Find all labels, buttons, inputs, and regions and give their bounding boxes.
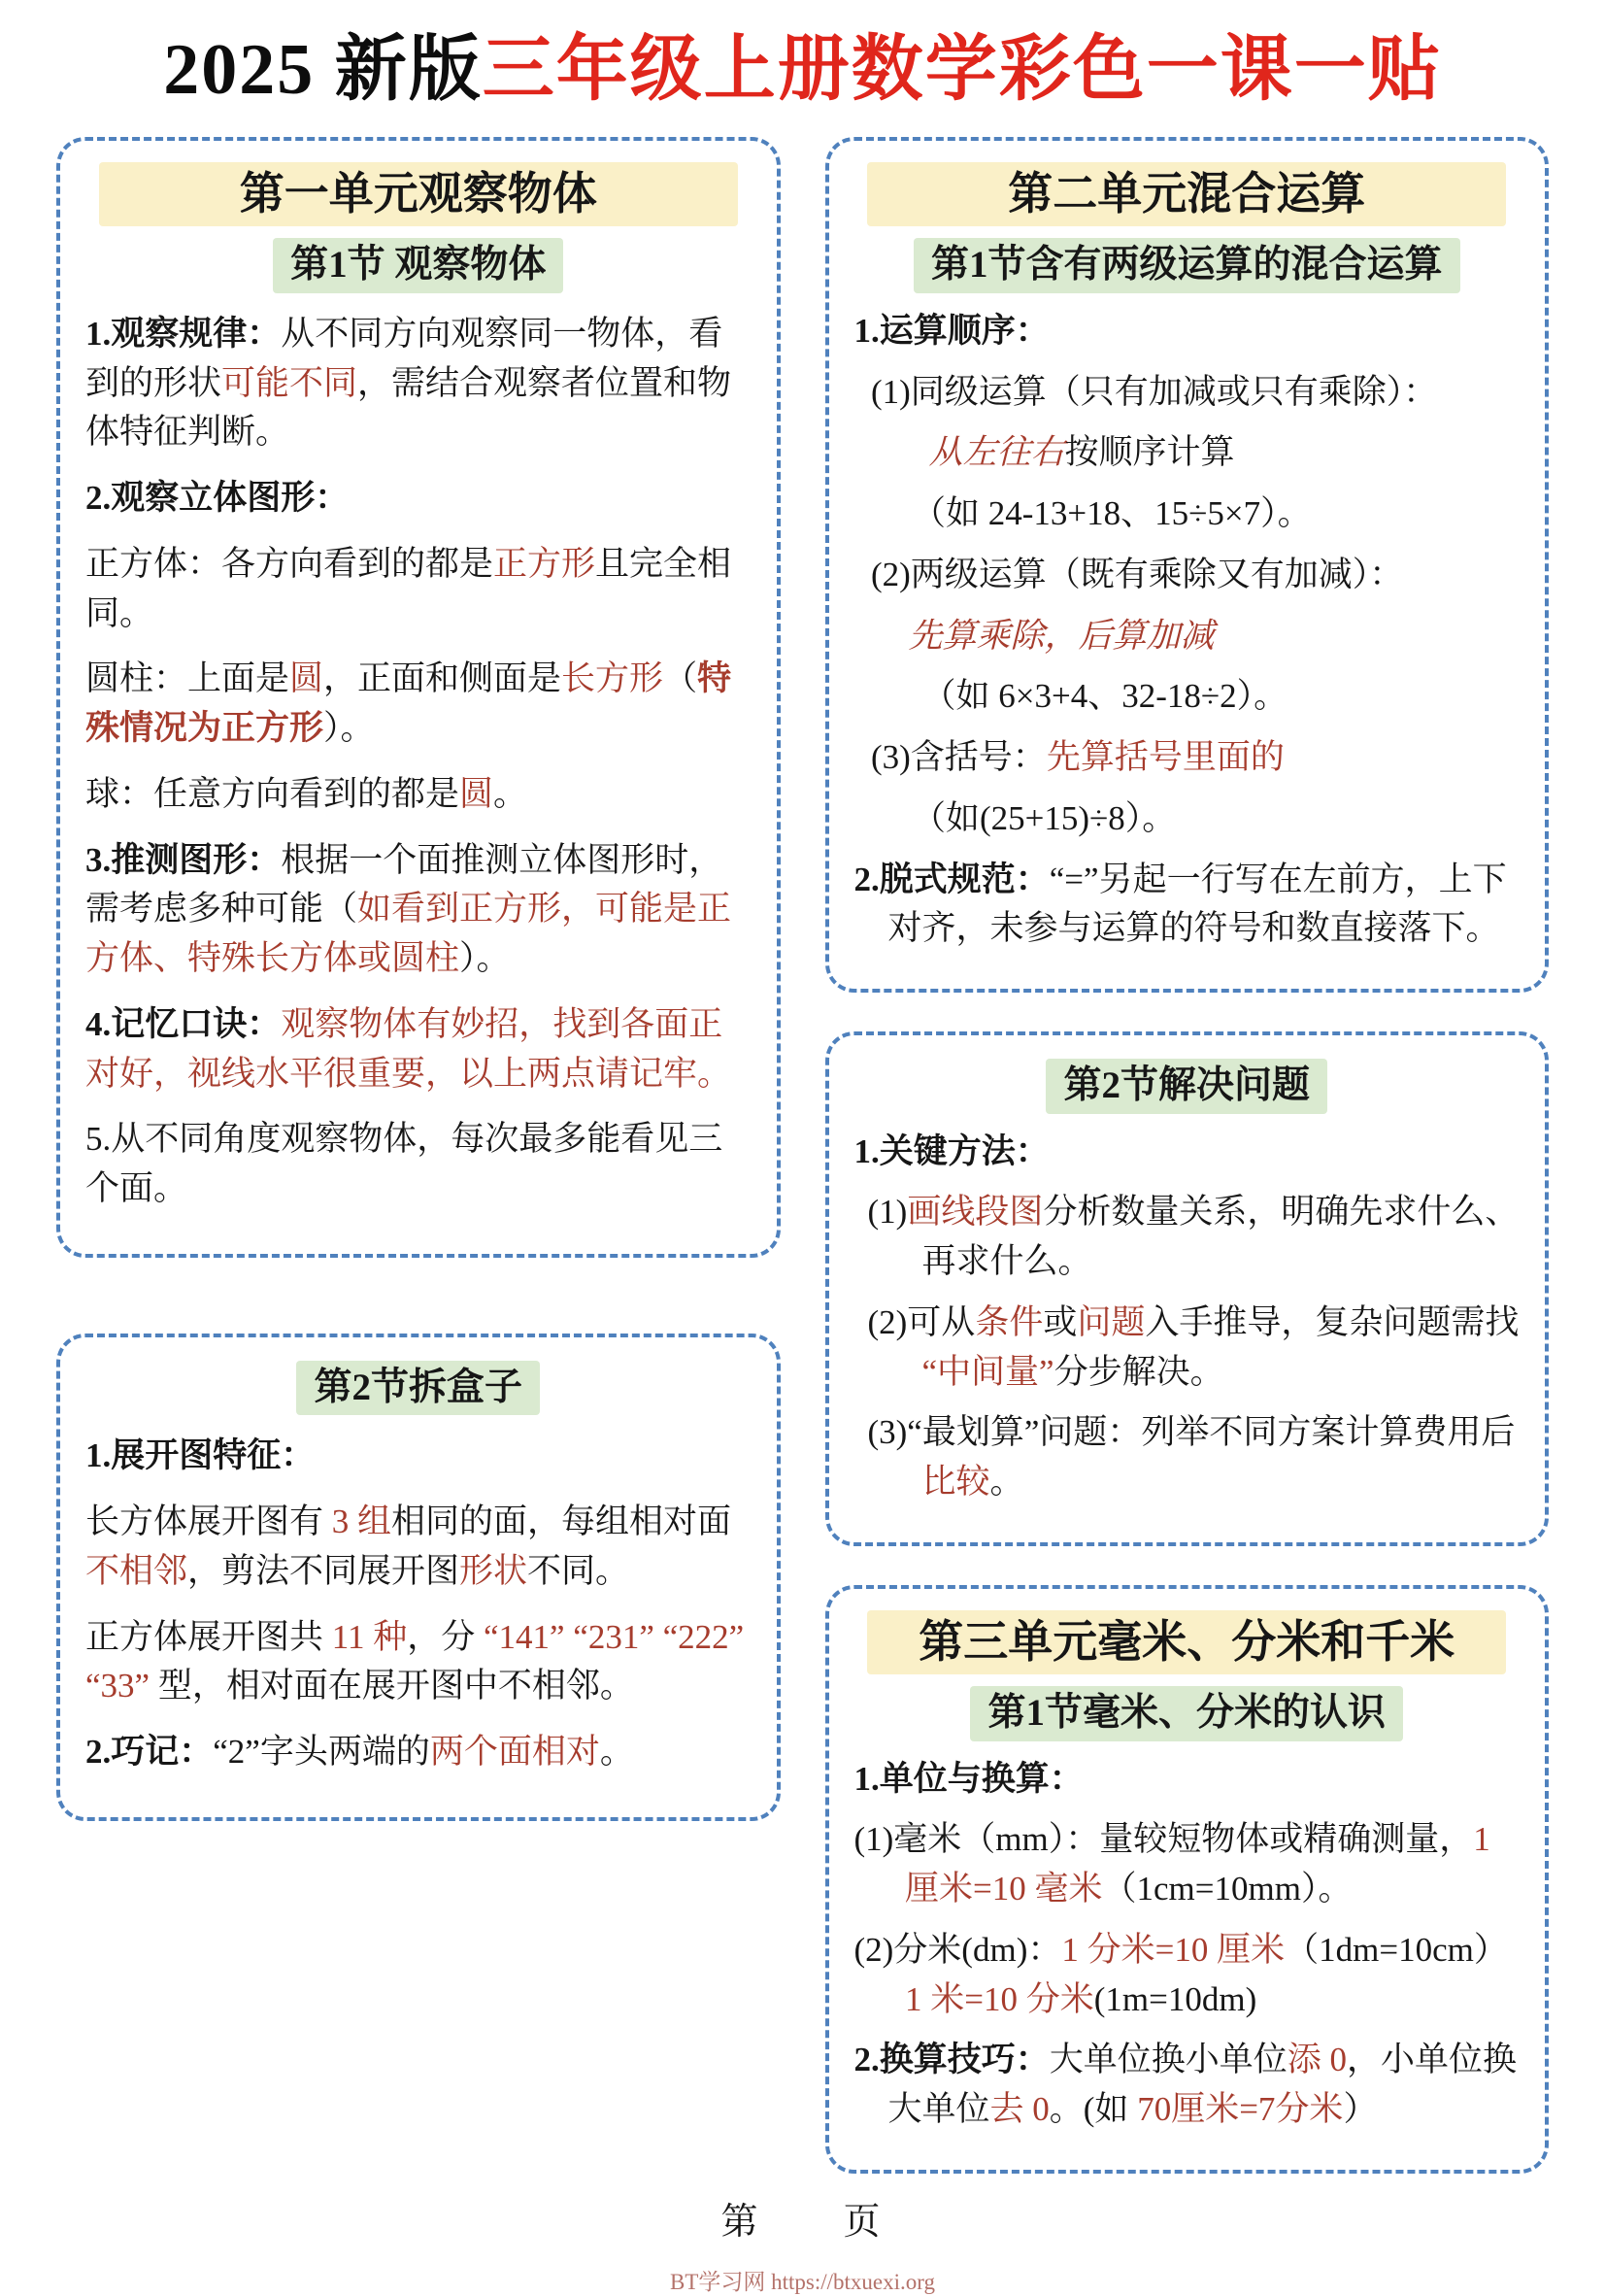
paragraph bbox=[85, 655, 752, 754]
text-segment: (2)可从 bbox=[867, 1302, 976, 1341]
text-segment: (3)含括号： bbox=[871, 738, 1047, 777]
text-segment: 。(如 bbox=[1049, 2090, 1138, 2129]
section-header: 第1节 观察物体 bbox=[273, 238, 563, 293]
text-segment: 3 组 bbox=[331, 1503, 392, 1541]
unit-header: 第一单元观察物体 bbox=[99, 162, 738, 226]
paragraph bbox=[871, 368, 1520, 418]
site-watermark: BT学习网 https://btxuexi.org bbox=[669, 2269, 936, 2294]
text-segment: 2.脱式规范： bbox=[853, 860, 1050, 898]
text-segment: (2)两级运算（既有乘除又有加减）： bbox=[871, 555, 1404, 593]
text-segment: 。 bbox=[599, 1733, 634, 1772]
text-segment: 3.推测图形： bbox=[85, 840, 282, 879]
unit-header: 第三单元毫米、分米和千米 bbox=[867, 1610, 1506, 1674]
text-segment: (1)同级运算（只有加减或只有乘除）： bbox=[871, 372, 1438, 411]
right-column bbox=[825, 137, 1550, 2174]
content-columns bbox=[56, 137, 1549, 2174]
text-segment: 圆 bbox=[459, 774, 494, 813]
paragraph bbox=[871, 551, 1520, 600]
text-segment: 正方形 bbox=[493, 544, 596, 583]
text-segment: “2”字头两端的 bbox=[213, 1733, 430, 1772]
text-segment: 相同的面，每组相对面 bbox=[391, 1503, 732, 1541]
paragraph bbox=[85, 540, 752, 639]
text-segment: 问题 bbox=[1077, 1302, 1146, 1341]
text-segment: ）。 bbox=[459, 939, 511, 978]
text-segment: 先算乘除，后算加减 bbox=[908, 616, 1215, 655]
text-segment: 按顺序计算 bbox=[1064, 433, 1235, 472]
text-segment: 1 厘米=10 毫米 bbox=[905, 1820, 1490, 1908]
text-segment: 两个面相对 bbox=[429, 1733, 600, 1772]
unit3-mm-dm-km-box bbox=[825, 1585, 1550, 2174]
paragraph bbox=[85, 770, 752, 820]
text-segment: 11 种 bbox=[331, 1617, 408, 1656]
paragraph bbox=[912, 490, 1520, 539]
page-footer bbox=[56, 2174, 1549, 2296]
text-segment: 不相邻 bbox=[85, 1551, 188, 1590]
text-segment: 分步解决。 bbox=[1053, 1352, 1224, 1391]
text-segment: 长方体展开图有 bbox=[85, 1503, 332, 1541]
text-segment: ，分 bbox=[407, 1617, 484, 1656]
paragraph bbox=[854, 1755, 1521, 1805]
paragraph bbox=[85, 836, 752, 984]
paragraph bbox=[854, 1926, 1521, 2025]
section-header: 第2节解决问题 bbox=[1046, 1059, 1327, 1114]
text-segment: 型，相对面在展开图中不相邻。 bbox=[150, 1667, 634, 1705]
text-segment: 如看到正方形，可能是正方体、特殊长方体或圆柱 bbox=[85, 890, 732, 978]
text-segment: 球：任意方向看到的都是 bbox=[85, 774, 460, 813]
text-segment: （如 6×3+4、32-18÷2）。 bbox=[921, 677, 1288, 716]
text-segment: 4.记忆口诀： bbox=[85, 1004, 282, 1043]
unit1-observe-objects-box bbox=[56, 137, 781, 1258]
paragraph bbox=[854, 1815, 1521, 1914]
text-segment: 且完全相同。 bbox=[85, 544, 732, 632]
text-segment: 1 分米=10 厘米 bbox=[1061, 1930, 1286, 1969]
text-segment: 不同。 bbox=[527, 1551, 630, 1590]
paragraph bbox=[912, 794, 1520, 844]
text-segment: 添 0 bbox=[1287, 2041, 1348, 2079]
paragraph bbox=[85, 1728, 752, 1777]
text-segment: 画线段图 bbox=[907, 1193, 1044, 1232]
text-segment: （1cm=10mm）。 bbox=[1102, 1870, 1353, 1908]
text-segment: 70厘米=7分米 bbox=[1137, 2090, 1344, 2129]
paragraph bbox=[85, 474, 752, 523]
text-segment: ） bbox=[1343, 2090, 1378, 2129]
text-segment: ）。 bbox=[323, 709, 375, 748]
text-segment: (2)分米(dm)： bbox=[853, 1930, 1062, 1969]
text-segment: 比较 bbox=[921, 1463, 990, 1502]
paragraph bbox=[85, 310, 752, 457]
text-segment: 正方体展开图共 bbox=[85, 1617, 332, 1656]
text-segment: ，小单位换大单位 bbox=[887, 2041, 1518, 2129]
text-segment: “=”另起一行写在左前方，上下对齐，未参与运算的符号和数直接落下。 bbox=[887, 860, 1507, 948]
text-segment: （如 24-13+18、15÷5×7）。 bbox=[912, 494, 1312, 533]
paragraph bbox=[868, 1408, 1521, 1507]
page-title bbox=[56, 29, 1549, 112]
text-segment: 2.观察立体图形： bbox=[85, 479, 350, 518]
text-segment: (1) bbox=[867, 1193, 908, 1232]
section-header: 第1节含有两级运算的混合运算 bbox=[914, 238, 1460, 293]
text-segment: (3)“最划算”问题：列举不同方案计算费用后 bbox=[867, 1413, 1516, 1452]
text-segment: 1 米=10 分米 bbox=[905, 1979, 1094, 2018]
text-segment: 从不同方向观察同一物体，看到的形状 bbox=[85, 314, 723, 402]
text-segment: 根据一个面推测立体图形时，需考虑多种可能（ bbox=[85, 840, 723, 929]
unit2-mixed-operations-box bbox=[825, 137, 1550, 993]
text-segment: 特殊情况为正方形 bbox=[85, 659, 732, 748]
text-segment: 2.换算技巧： bbox=[853, 2041, 1050, 2079]
text-segment: 可能不同 bbox=[221, 363, 358, 402]
text-segment: 2.巧记： bbox=[85, 1733, 214, 1772]
section-header: 第1节毫米、分米的认识 bbox=[970, 1686, 1403, 1741]
text-segment: ，剪法不同展开图 bbox=[187, 1551, 460, 1590]
paragraph bbox=[85, 1115, 752, 1214]
paragraph bbox=[922, 672, 1521, 722]
paragraph bbox=[85, 1000, 752, 1099]
text-segment: 分析数量关系，明确先求什么、再求什么。 bbox=[921, 1193, 1520, 1281]
text-segment: 入手推导，复杂问题需找 bbox=[1145, 1302, 1520, 1341]
text-segment: 先算括号里面的 bbox=[1046, 738, 1285, 777]
paragraph bbox=[854, 856, 1521, 955]
page-number: 第 页 bbox=[720, 2201, 885, 2243]
text-segment: 。 bbox=[989, 1463, 1024, 1502]
paragraph bbox=[868, 1299, 1521, 1398]
paragraph bbox=[854, 307, 1521, 356]
paragraph bbox=[854, 1128, 1521, 1177]
paragraph bbox=[929, 428, 1521, 478]
text-segment: 或 bbox=[1043, 1302, 1078, 1341]
paragraph bbox=[85, 1613, 752, 1712]
text-segment: 去 0 bbox=[989, 2090, 1050, 2129]
text-segment: 1.运算顺序： bbox=[853, 311, 1050, 350]
text-segment: （ bbox=[663, 659, 698, 698]
text-segment: ，需结合观察者位置和物体特征判断。 bbox=[85, 363, 732, 452]
title-part-red: 三年级上册数学彩色一课一贴 bbox=[482, 30, 1442, 110]
text-segment: 长方形 bbox=[561, 659, 664, 698]
text-segment: 大单位换小单位 bbox=[1049, 2041, 1287, 2079]
paragraph bbox=[85, 1432, 752, 1481]
title-part-black: 2025 新版 bbox=[163, 30, 483, 110]
text-segment: (1)毫米（mm）：量较短物体或精确测量， bbox=[853, 1820, 1474, 1859]
paragraph bbox=[871, 733, 1520, 783]
text-segment: ，正面和侧面是 bbox=[323, 659, 562, 698]
text-segment: 条件 bbox=[975, 1302, 1044, 1341]
text-segment: 正方体：各方向看到的都是 bbox=[85, 544, 494, 583]
left-column bbox=[56, 137, 781, 1821]
text-segment: (1m=10dm) bbox=[1093, 1979, 1257, 2018]
unit1-unbox-section-box bbox=[56, 1334, 781, 1821]
text-segment: 圆 bbox=[289, 659, 324, 698]
text-segment: 1.观察规律： bbox=[85, 314, 282, 353]
text-segment: 从左往右 bbox=[928, 433, 1065, 472]
text-segment: 1.展开图特征： bbox=[85, 1436, 316, 1475]
text-segment: 1.单位与换算： bbox=[853, 1759, 1084, 1798]
section-header: 第2节拆盒子 bbox=[296, 1361, 540, 1416]
text-segment: （1dm=10cm） bbox=[1285, 1930, 1508, 1969]
paragraph bbox=[85, 1498, 752, 1597]
paragraph bbox=[909, 612, 1521, 661]
unit2-problem-solving-box bbox=[825, 1031, 1550, 1546]
text-segment: 5.从不同角度观察物体，每次最多能看见三个面。 bbox=[85, 1120, 723, 1208]
text-segment: （如(25+15)÷8）。 bbox=[912, 798, 1177, 837]
text-segment: 观察物体有妙招，找到各面正对好，视线水平很重要，以上两点请记牢。 bbox=[85, 1004, 732, 1093]
text-segment: 1.关键方法： bbox=[853, 1131, 1050, 1170]
unit-header: 第二单元混合运算 bbox=[867, 162, 1506, 226]
text-segment: “中间量” bbox=[921, 1352, 1054, 1391]
text-segment: 。 bbox=[493, 774, 528, 813]
paragraph bbox=[868, 1188, 1521, 1287]
text-segment: 形状 bbox=[459, 1551, 528, 1590]
text-segment: 圆柱：上面是 bbox=[85, 659, 290, 698]
text-segment: “141” “231” “222” “33” bbox=[85, 1617, 745, 1705]
paragraph bbox=[854, 2036, 1521, 2135]
